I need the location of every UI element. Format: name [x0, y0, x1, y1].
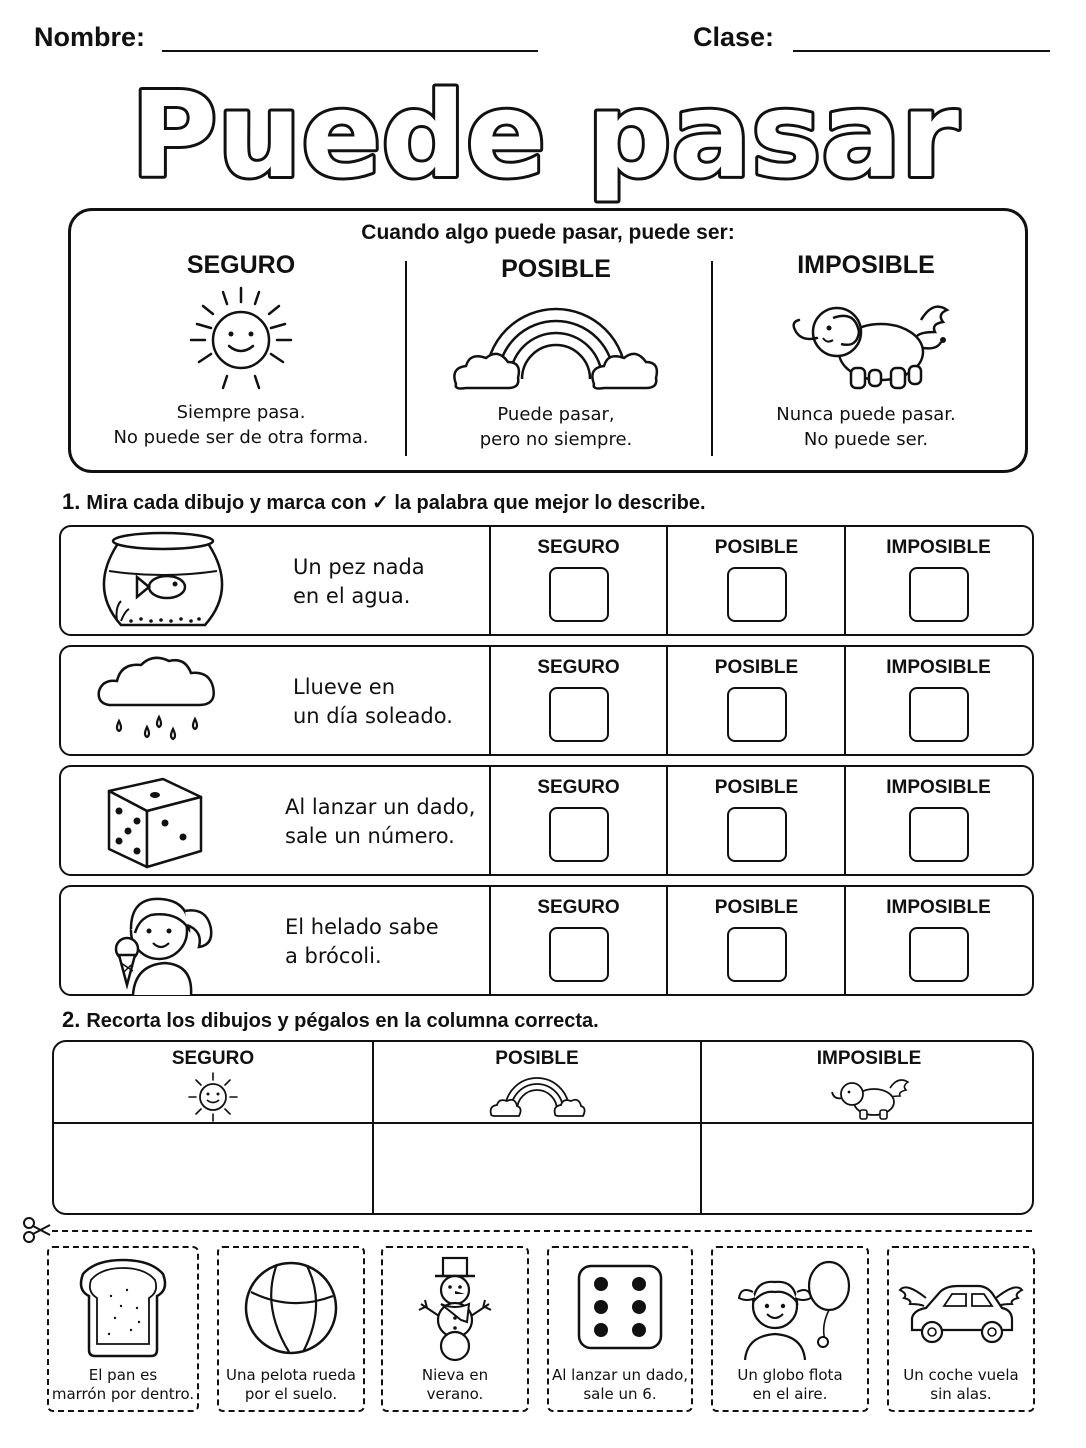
question-text [293, 553, 425, 611]
option-imposible [846, 647, 1031, 754]
concept-name: POSIBLE [501, 255, 611, 283]
concept-seguro [91, 251, 391, 450]
option-imposible [846, 527, 1031, 634]
section1-instruction: Mira cada dibujo y marca con ✓ la palabra que mejor lo describe. [86, 492, 706, 514]
card-line-1: Un globo flota [737, 1366, 843, 1384]
girl-balloon-icon [725, 1256, 855, 1362]
card-text [49, 1366, 197, 1404]
concept-desc-1: Siempre pasa. [176, 402, 306, 423]
class-label: Clase: [693, 22, 775, 52]
card-line-1: Una pelota rueda [226, 1366, 356, 1384]
concept-box [68, 208, 1028, 473]
option-label: POSIBLE [714, 657, 799, 678]
class-field[interactable] [793, 50, 1050, 52]
cut-card[interactable] [217, 1246, 365, 1412]
option-posible [668, 647, 845, 754]
concept-imposible [721, 251, 1011, 452]
checkbox-seguro[interactable] [549, 807, 609, 862]
checkbox-posible[interactable] [727, 567, 787, 622]
checkbox-seguro[interactable] [549, 927, 609, 982]
checkbox-posible[interactable] [727, 927, 787, 982]
question-line-1: Un pez nada [293, 555, 425, 579]
card-text [713, 1366, 867, 1404]
rain-cloud-icon [95, 651, 219, 751]
sort-column-label: IMPOSIBLE [816, 1048, 922, 1069]
card-text [383, 1366, 527, 1404]
question-row-3 [59, 765, 1034, 876]
card-line-2: verano. [426, 1385, 484, 1403]
concept-desc-1: Nunca puede pasar. [776, 404, 956, 425]
option-label: IMPOSIBLE [886, 777, 991, 798]
concept-desc-2: No puede ser de otra forma. [113, 427, 369, 448]
card-line-2: sin alas. [930, 1385, 992, 1403]
card-text [889, 1366, 1033, 1404]
checkbox-seguro[interactable] [549, 567, 609, 622]
option-label: POSIBLE [714, 777, 799, 798]
winged-car-icon [896, 1268, 1026, 1358]
question-line-2: un día soleado. [293, 704, 453, 728]
sort-column-label: POSIBLE [495, 1048, 579, 1069]
card-text [219, 1366, 363, 1404]
option-imposible [846, 887, 1031, 994]
card-line-1: Un coche vuela [903, 1366, 1019, 1384]
option-posible [668, 527, 845, 634]
dice-six-icon [575, 1262, 665, 1352]
card-line-2: por el suelo. [244, 1385, 338, 1403]
cut-card[interactable] [887, 1246, 1035, 1412]
section1-number: 1. [62, 489, 81, 514]
option-seguro [491, 767, 666, 874]
concept-desc-2: No puede ser. [803, 429, 929, 450]
option-label: POSIBLE [714, 897, 799, 918]
option-seguro [491, 647, 666, 754]
question-line-2: sale un número. [285, 824, 455, 848]
flying-elephant-icon [824, 1070, 914, 1122]
card-line-1: El pan es [88, 1366, 158, 1384]
sort-table [52, 1040, 1034, 1215]
cut-line [52, 1230, 1032, 1232]
section1-title [62, 489, 706, 515]
question-text [285, 793, 475, 851]
option-label: IMPOSIBLE [886, 537, 991, 558]
question-line-2: a brócoli. [285, 944, 382, 968]
scissors-icon [22, 1216, 52, 1244]
card-line-2: sale un 6. [583, 1385, 657, 1403]
question-row-1 [59, 525, 1034, 636]
card-line-2: en el aire. [752, 1385, 828, 1403]
ball-icon [241, 1256, 341, 1360]
bread-icon [75, 1256, 171, 1360]
question-row-4 [59, 885, 1034, 996]
option-posible [668, 767, 845, 874]
checkbox-imposible[interactable] [909, 927, 969, 982]
name-label: Nombre: [34, 22, 146, 52]
snowman-icon [407, 1256, 503, 1362]
name-field[interactable] [162, 50, 538, 52]
option-seguro [491, 887, 666, 994]
concept-heading: Cuando algo puede pasar, puede ser: [361, 221, 735, 244]
drop-zone-imposible[interactable] [702, 1124, 1034, 1215]
option-label: SEGURO [537, 657, 620, 678]
section2-title [62, 1007, 599, 1033]
question-line-1: El helado sabe [285, 915, 439, 939]
checkbox-imposible[interactable] [909, 567, 969, 622]
option-imposible [846, 767, 1031, 874]
option-label: IMPOSIBLE [886, 897, 991, 918]
concept-desc-1: Puede pasar, [497, 404, 615, 425]
question-text [293, 673, 453, 731]
concept-desc-2: pero no siempre. [479, 429, 633, 450]
cut-card[interactable] [381, 1246, 529, 1412]
question-line-1: Llueve en [293, 675, 396, 699]
option-seguro [491, 527, 666, 634]
checkbox-seguro[interactable] [549, 687, 609, 742]
question-line-2: en el agua. [293, 584, 411, 608]
drop-zone-posible[interactable] [374, 1124, 700, 1215]
card-line-2: marrón por dentro. [51, 1385, 195, 1403]
question-row-2 [59, 645, 1034, 756]
option-label: IMPOSIBLE [886, 657, 991, 678]
option-label: SEGURO [537, 537, 620, 558]
section2-number: 2. [62, 1007, 81, 1032]
section2-instruction: Recorta los dibujos y pégalos en la columna correcta. [86, 1010, 599, 1032]
cut-card[interactable] [47, 1246, 199, 1412]
option-label: SEGURO [537, 897, 620, 918]
checkbox-imposible[interactable] [909, 687, 969, 742]
option-posible [668, 887, 845, 994]
checkbox-imposible[interactable] [909, 807, 969, 862]
checkbox-posible[interactable] [727, 807, 787, 862]
concept-name: SEGURO [186, 251, 296, 279]
concept-posible [411, 251, 701, 452]
checkbox-posible[interactable] [727, 687, 787, 742]
rainbow-icon [487, 1070, 587, 1120]
rainbow-icon [446, 284, 666, 402]
dice-icon [103, 771, 207, 871]
girl-icecream-icon [107, 889, 219, 995]
option-label: SEGURO [537, 777, 620, 798]
question-line-1: Al lanzar un dado, [285, 795, 476, 819]
cut-card[interactable] [711, 1246, 869, 1412]
divider [711, 261, 713, 456]
card-line-1: Al lanzar un dado, [551, 1366, 689, 1384]
flying-elephant-icon [771, 280, 961, 402]
sun-icon [183, 1070, 243, 1122]
cut-card[interactable] [547, 1246, 693, 1412]
page-title [40, 58, 1050, 208]
question-text [285, 913, 439, 971]
option-label: POSIBLE [714, 537, 799, 558]
card-text [549, 1366, 691, 1404]
drop-zone-seguro[interactable] [54, 1124, 372, 1215]
sort-column-label: SEGURO [171, 1048, 255, 1069]
sun-icon [171, 280, 311, 400]
card-line-1: Nieva en [421, 1366, 489, 1384]
divider [405, 261, 407, 456]
fishbowl-icon [95, 529, 231, 633]
concept-name: IMPOSIBLE [797, 251, 935, 279]
page-title-text: Puede pasar [130, 66, 960, 204]
